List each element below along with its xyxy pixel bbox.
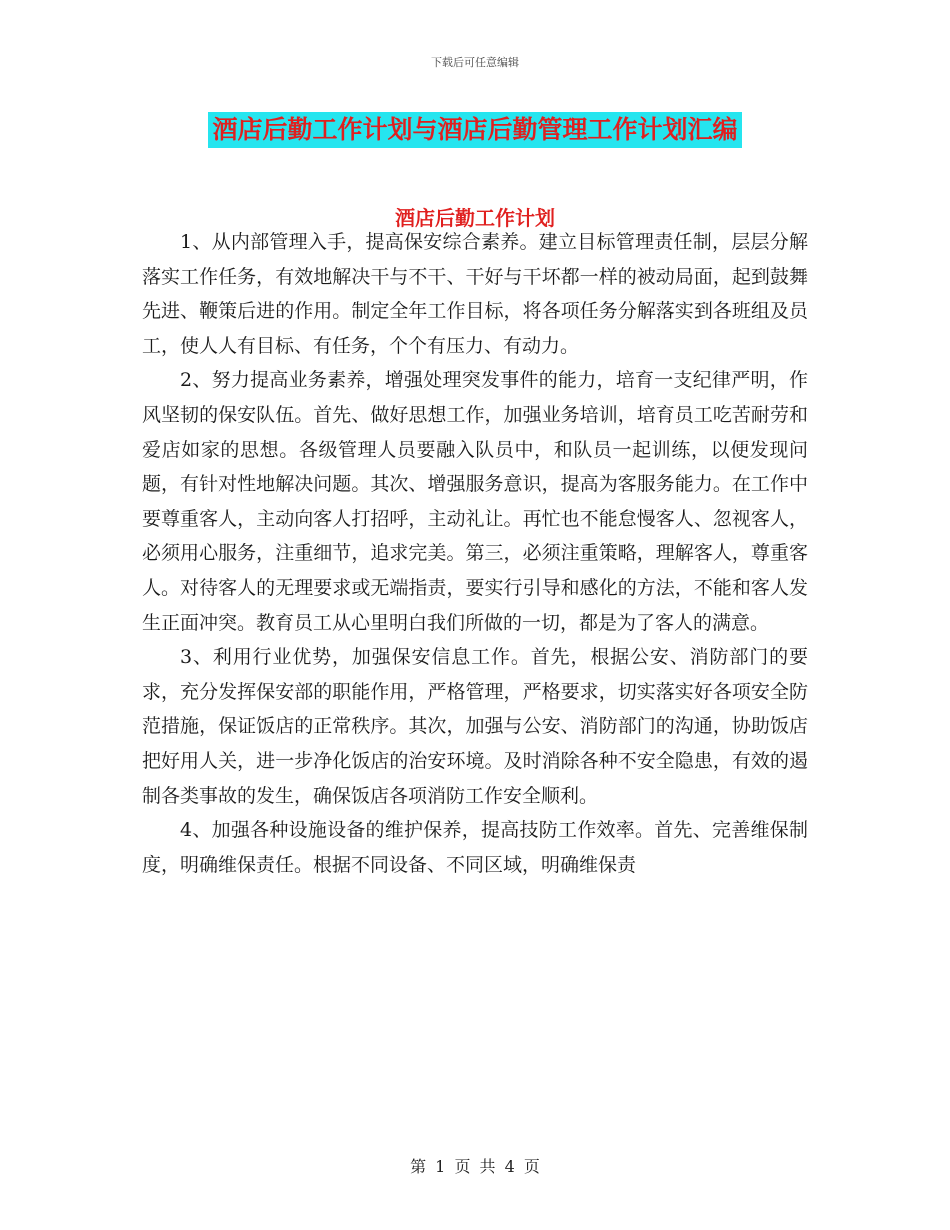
- paragraph-2: 2、努力提高业务素养，增强处理突发事件的能力，培育一支纪律严明，作风坚韧的保安队伍。首先、做好思想工作，加强业务培训，培育员工吃苦耐劳和爱店如家的思想。各级管理人员要融入队员中，和队员一起训练，以便发现问题，有针对性地解决问题。其次、增强服务意识，提高为客服务能力。在工作中要尊重客人，主动向客人打招呼，主动礼让。再忙也不能怠慢客人、忽视客人，必须用心服务，注重细节，追求完美。第三，必须注重策略，理解客人，尊重客人。对待客人的无理要求或无端指责，要实行引导和感化的方法，不能和客人发生正面冲突。教育员工从心里明白我们所做的一切，都是为了客人的满意。: [142, 369, 808, 634]
- document-body: [142, 225, 808, 882]
- header-note: 下载后可任意编辑: [431, 56, 519, 69]
- paragraph-3: 3、利用行业优势，加强保安信息工作。首先，根据公安、消防部门的要求，充分发挥保安部的职能作用，严格管理，严格要求，切实落实好各项安全防范措施，保证饭店的正常秩序。其次，加强与公安、消防部门的沟通，协助饭店把好用人关，进一步净化饭店的治安环境。及时消除各种不安全隐患，有效的遏制各类事故的发生，确保饭店各项消防工作安全顺利。: [142, 646, 808, 807]
- paragraph-4: 4、加强各种设施设备的维护保养，提高技防工作效率。首先、完善维保制度，明确维保责任。根据不同设备、不同区域，明确维保责: [142, 819, 808, 876]
- document-title: 酒店后勤工作计划与酒店后勤管理工作计划汇编: [208, 112, 741, 148]
- paragraph-1: 1、从内部管理入手，提高保安综合素养。建立目标管理责任制，层层分解落实工作任务，有效地解决干与不干、干好与干坏都一样的被动局面，起到鼓舞先进、鞭策后进的作用。制定全年工作目标，将各项任务分解落实到各班组及员工，使人人有目标、有任务，个个有压力、有动力。: [142, 231, 808, 357]
- document-title-area: [0, 112, 950, 148]
- section-title: 酒店后勤工作计划: [395, 206, 555, 230]
- page-footer: 第 1 页 共 4 页: [410, 1157, 540, 1176]
